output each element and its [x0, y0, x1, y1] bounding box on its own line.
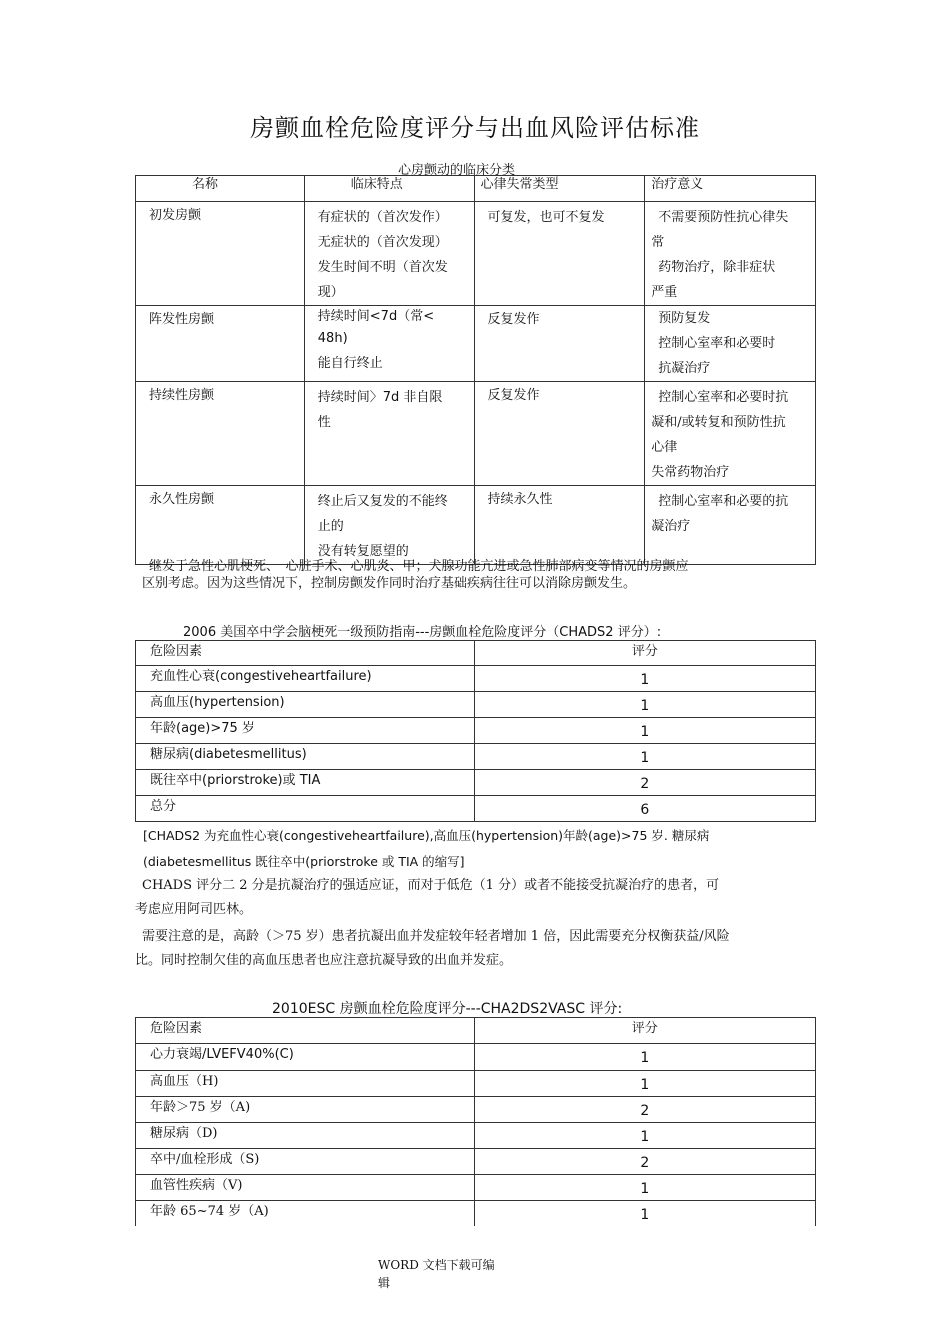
table-row: [136, 770, 816, 796]
risk-factor: 糖尿病(diabetesmellitus): [150, 747, 307, 762]
table-row: [136, 1123, 816, 1149]
treatment-line: 药物治疗，除非症状: [658, 260, 776, 275]
table-row: [136, 306, 816, 382]
table-row: [136, 1201, 816, 1227]
table-row: [136, 486, 816, 565]
feature-line: 能自行终止: [317, 356, 383, 371]
feature-line: 止的: [317, 519, 344, 534]
chads2-paragraph-1-line-1: CHADS 评分二 2 分是抗凝治疗的强适应证，而对于低危（1 分）或者不能接受抗凝治疗的患者，可: [142, 878, 720, 893]
row-type: 持续永久性: [487, 492, 553, 507]
treatment-line: 控制心室率和必要的抗: [658, 494, 789, 509]
header-name: 名称: [192, 177, 219, 192]
risk-factor: 心力衰竭/LVEFV40%(C): [150, 1047, 294, 1062]
risk-score: 1: [640, 1207, 650, 1223]
risk-score: 1: [640, 698, 650, 714]
treatment-line: 控制心室率和必要时: [658, 336, 776, 351]
chads2-paragraph-2-line-1: 需要注意的是，高龄（＞75 岁）患者抗凝出血并发症较年轻者增加 1 倍，因此需要充分权衡获益/风险: [142, 929, 730, 944]
risk-score: 1: [640, 1129, 650, 1145]
treatment-line: 心律: [651, 440, 678, 455]
risk-factor: 高血压（H): [150, 1074, 219, 1089]
risk-score: 1: [640, 1050, 650, 1066]
chads2-table: [135, 640, 816, 822]
header-score: 评分: [631, 1021, 658, 1036]
chads2-note-line-1: [CHADS2 为充血性心衰(congestiveheartfailure),高血压(hypertension)年龄(age)>75 岁. 糖尿病: [143, 828, 710, 843]
feature-line: 性: [317, 415, 331, 430]
treatment-line: 凝和/或转复和预防性抗: [651, 415, 786, 430]
treatment-line: 失常药物治疗: [651, 465, 730, 480]
risk-factor: 充血性心衰(congestiveheartfailure): [150, 669, 372, 684]
treatment-line: 控制心室率和必要时抗: [658, 390, 789, 405]
classification-caption: 心房颤动的临床分类: [398, 163, 516, 178]
header-factor: 危险因素: [150, 1021, 203, 1036]
header-features: 临床特点: [350, 177, 403, 192]
header-score: 评分: [631, 644, 658, 659]
row-name: 初发房颤: [149, 208, 202, 223]
feature-line: 现）: [317, 285, 344, 300]
feature-line: 终止后又复发的不能终: [317, 494, 448, 509]
feature-line: 持续时间<7d（常<: [317, 309, 435, 324]
feature-line: 没有转复愿望的: [317, 544, 409, 559]
table-row: [136, 1097, 816, 1123]
row-name: 阵发性房颤: [149, 312, 215, 327]
chads2-note-line-2: (diabetesmellitus 既往卒中(priorstroke 或 TIA 的缩写]: [143, 854, 465, 869]
feature-line: 持续时间〉7d 非自限: [317, 390, 443, 405]
table-row: [136, 202, 816, 306]
feature-line: 发生时间不明（首次发: [317, 260, 448, 275]
risk-factor: 年龄 65~74 岁（A): [150, 1204, 269, 1219]
risk-score: 1: [640, 750, 650, 766]
header-type: 心律失常类型: [480, 177, 559, 192]
table-row: [136, 382, 816, 486]
chads2-caption: 2006 美国卒中学会脑梗死一级预防指南---房颤血栓危险度评分（CHADS2 评分）:: [183, 625, 662, 640]
risk-factor: 年龄(age)>75 岁: [150, 721, 255, 736]
treatment-line: 凝治疗: [651, 519, 691, 534]
risk-score: 2: [640, 1103, 650, 1119]
risk-factor: 血管性疾病（V): [150, 1178, 243, 1193]
risk-score: 1: [640, 1077, 650, 1093]
table-row: [136, 666, 816, 692]
chads2-paragraph-1-line-2: 考虑应用阿司匹林。: [135, 902, 253, 917]
risk-score: 2: [640, 776, 650, 792]
treatment-line: 常: [651, 235, 665, 250]
table-header-row: [136, 176, 816, 202]
header-treatment: 治疗意义: [651, 177, 704, 192]
risk-factor: 卒中/血栓形成（S): [150, 1152, 260, 1167]
risk-factor: 糖尿病（D): [150, 1126, 218, 1141]
table-row: [136, 1149, 816, 1175]
risk-score: 6: [640, 802, 650, 818]
risk-factor: 年龄＞75 岁（A): [150, 1100, 251, 1115]
page-title: 房颤血栓危险度评分与出血风险评估标准: [250, 114, 700, 142]
feature-line: 无症状的（首次发现）: [317, 235, 448, 250]
risk-score: 1: [640, 672, 650, 688]
classification-note-line-1: 继发于急性心肌梗死、 心脏手术、心肌炎、甲；犬腺功能亢进或急性肺部病变等情况的房颤应: [149, 559, 689, 574]
risk-score: 2: [640, 1155, 650, 1171]
treatment-line: 预防复发: [658, 311, 711, 326]
table-header-row: [136, 1018, 816, 1044]
cha2ds2-table: [135, 1017, 816, 1226]
row-name: 永久性房颤: [149, 492, 215, 507]
risk-factor: 高血压(hypertension): [150, 695, 285, 710]
footer-line-2: 辑: [378, 1276, 391, 1290]
table-row: [136, 692, 816, 718]
treatment-line: 不需要预防性抗心律失: [658, 210, 789, 225]
table-row: [136, 744, 816, 770]
feature-line: 48h): [317, 331, 348, 346]
table-row: [136, 1071, 816, 1097]
table-header-row: [136, 641, 816, 666]
row-name: 持续性房颤: [149, 388, 215, 403]
table-row: [136, 796, 816, 822]
row-type: 可复发，也可不复发: [487, 210, 605, 225]
classification-note-line-2: 区别考虑。因为这些情况下，控制房颤发作同时治疗基础疾病往往可以消除房颤发生。: [142, 576, 637, 591]
table-row: [136, 1044, 816, 1071]
risk-score: 1: [640, 1181, 650, 1197]
cha2ds2-caption: 2010ESC 房颤血栓危险度评分---CHA2DS2VASC 评分:: [272, 1001, 623, 1017]
row-type: 反复发作: [487, 388, 540, 403]
header-factor: 危险因素: [150, 644, 203, 659]
risk-factor: 总分: [150, 799, 177, 814]
treatment-line: 严重: [651, 285, 678, 300]
risk-score: 1: [640, 724, 650, 740]
feature-line: 有症状的（首次发作）: [317, 210, 448, 225]
row-type: 反复发作: [487, 312, 540, 327]
treatment-line: 抗凝治疗: [658, 361, 711, 376]
risk-factor: 既往卒中(priorstroke)或 TIA: [150, 773, 321, 788]
footer-line-1: WORD 文档下载可编: [378, 1258, 495, 1272]
classification-table: [135, 175, 816, 565]
chads2-paragraph-2-line-2: 比。同时控制欠佳的高血压患者也应注意抗凝导致的出血并发症。: [135, 953, 513, 968]
table-row: [136, 718, 816, 744]
table-row: [136, 1175, 816, 1201]
